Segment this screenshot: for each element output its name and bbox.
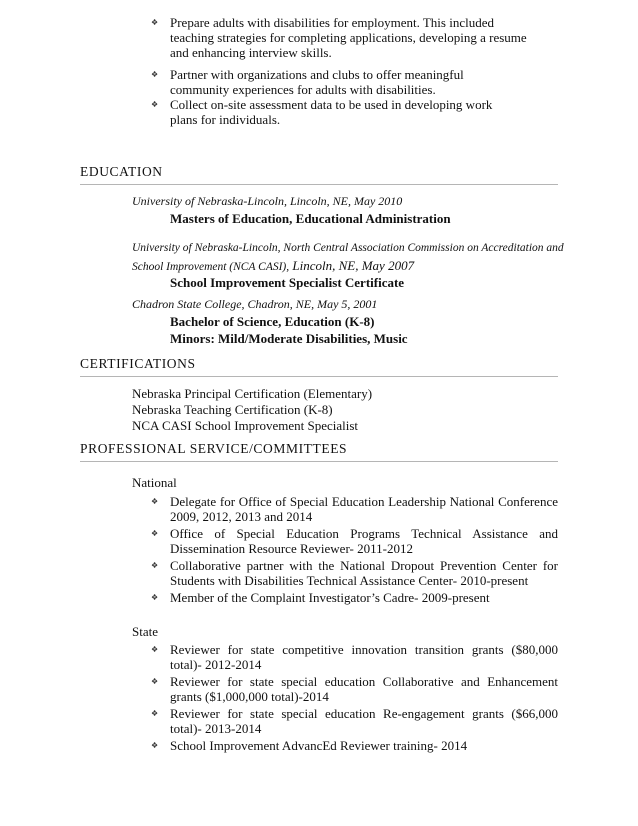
bullet-text: Collaborative partner with the National Dropout Prevention Center for Students with Disabilities Technical Assistance Center- 2010-present: [170, 558, 558, 588]
education-institution-line2: [132, 258, 414, 275]
certification-item: Nebraska Principal Certification (Elementary): [132, 386, 373, 401]
list-item: [0, 558, 638, 590]
bullet-text: Reviewer for state special education Collaborative and Enhancement grants ($1,000,000 total)-2014: [170, 674, 558, 704]
service-heading: PROFESSIONAL SERVICE/COMMITTEES: [80, 441, 558, 462]
diamond-bullet-icon: ❖: [151, 497, 159, 506]
education-institution: Chadron State College, Chadron, NE, May 5, 2001: [132, 297, 378, 311]
list-item: [0, 67, 638, 97]
list-item: [0, 15, 638, 67]
education-minors: Minors: Mild/Moderate Disabilities, Music: [170, 331, 408, 346]
education-institution-part: Lincoln, NE, May 2007: [292, 258, 415, 273]
list-item: [0, 494, 638, 526]
list-item: [0, 526, 638, 558]
certification-item: NCA CASI School Improvement Specialist: [132, 418, 359, 433]
diamond-bullet-icon: ❖: [151, 70, 159, 79]
experience-bullet-list: [0, 15, 638, 127]
diamond-bullet-icon: ❖: [151, 100, 159, 109]
bullet-text: Partner with organizations and clubs to offer meaningful community experiences for adults with disabilities.: [170, 67, 464, 97]
list-item: [0, 706, 638, 738]
diamond-bullet-icon: ❖: [151, 529, 159, 538]
bullet-text: School Improvement AdvancEd Reviewer training- 2014: [170, 738, 468, 753]
bullet-text: Member of the Complaint Investigator’s Cadre- 2009-present: [170, 590, 490, 605]
education-degree: School Improvement Specialist Certificate: [170, 275, 405, 290]
diamond-bullet-icon: ❖: [151, 677, 159, 686]
national-service-list: [0, 494, 638, 610]
list-item: [0, 590, 638, 610]
state-service-list: [0, 642, 638, 758]
education-degree: Bachelor of Science, Education (K-8): [170, 314, 375, 329]
bullet-text: Collect on-site assessment data to be used in developing work plans for individuals.: [170, 97, 493, 127]
list-item: [0, 97, 638, 127]
education-heading: EDUCATION: [80, 164, 558, 185]
diamond-bullet-icon: ❖: [151, 709, 159, 718]
diamond-bullet-icon: ❖: [151, 645, 159, 654]
certification-item: Nebraska Teaching Certification (K-8): [132, 402, 333, 417]
bullet-text: Reviewer for state special education Re-engagement grants ($66,000 total)- 2013-2014: [170, 706, 558, 736]
education-institution-part: School Improvement (NCA CASI),: [132, 261, 290, 273]
diamond-bullet-icon: ❖: [151, 561, 159, 570]
education-institution: University of Nebraska-Lincoln, Lincoln, NE, May 2010: [132, 194, 403, 208]
bullet-text: Delegate for Office of Special Education Leadership National Conference 2009, 2012, 2013 and 2014: [170, 494, 558, 524]
list-item: [0, 738, 638, 758]
education-degree: Masters of Education, Educational Administration: [170, 211, 451, 226]
service-national-label: National: [132, 475, 177, 490]
diamond-bullet-icon: ❖: [151, 593, 159, 602]
list-item: [0, 674, 638, 706]
certifications-heading: CERTIFICATIONS: [80, 356, 558, 377]
bullet-text: Office of Special Education Programs Technical Assistance and Dissemination Resource Reviewer- 2011-2012: [170, 526, 558, 556]
diamond-bullet-icon: ❖: [151, 18, 159, 27]
bullet-text: Reviewer for state competitive innovation transition grants ($80,000 total)- 2012-2014: [170, 642, 558, 672]
list-item: [0, 642, 638, 674]
diamond-bullet-icon: ❖: [151, 741, 159, 750]
education-institution: University of Nebraska-Lincoln, North Central Association Commission on Accreditation and: [132, 242, 564, 254]
bullet-text: Prepare adults with disabilities for employment. This included teaching strategies for completing applications, developing a resume and enhancing interview skills.: [170, 15, 527, 60]
service-state-label: State: [132, 624, 158, 639]
